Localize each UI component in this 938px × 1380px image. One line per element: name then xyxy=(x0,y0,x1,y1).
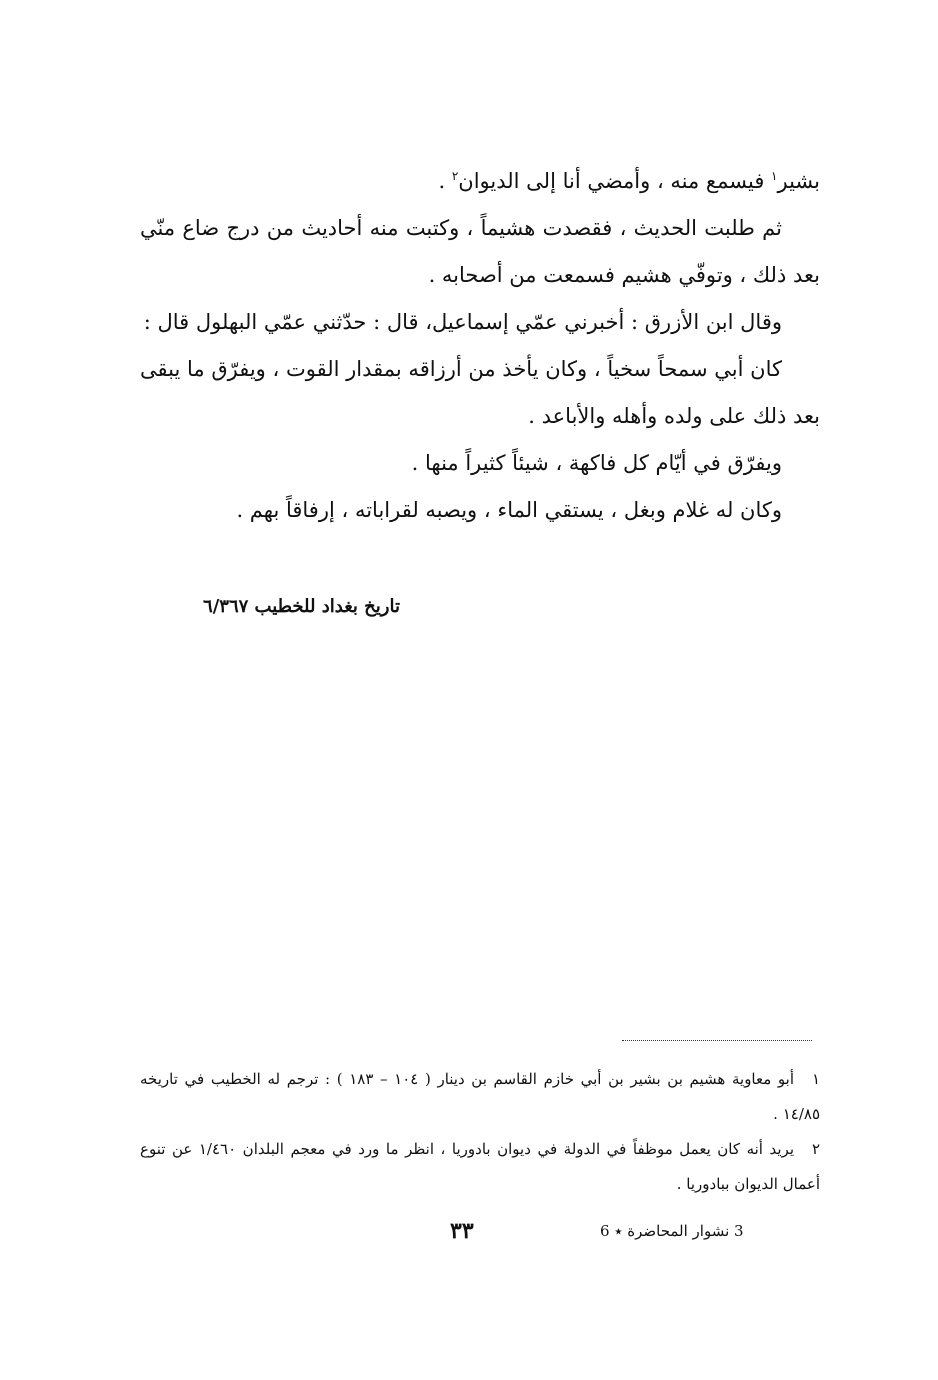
page-footer xyxy=(400,1218,800,1258)
footnote-number: ٢ xyxy=(811,1140,820,1158)
footnote-text: يريد أنه كان يعمل موظفاً في الدولة في ديوان بادوريا ، انظر ما ورد في معجم البلدان ١/٤٦٠ عن تنوع أعمال الديوان ببادوريا . xyxy=(140,1140,820,1193)
footnote-number: ١ xyxy=(811,1070,820,1088)
p1-end: . xyxy=(438,169,452,193)
footnote-2 xyxy=(140,1132,820,1202)
p1-start: بشير xyxy=(777,169,820,193)
footnote-separator xyxy=(622,1040,812,1041)
footnotes xyxy=(140,1062,820,1202)
source-citation: تاريخ بغداد للخطيب ٦/٣٦٧ xyxy=(203,596,400,617)
footnote-text: أبو معاوية هشيم بن بشير بن أبي خازم القاسم بن دينار ( ١٠٤ – ١٨٣ ) : ترجم له الخطيب في تاريخه ١٤/٨٥ . xyxy=(140,1070,820,1123)
paragraph-2: ثم طلبت الحديث ، فقصدت هشيماً ، وكتبت منه أحاديث من درج ضاع منّي بعد ذلك ، وتوفّي هشيم فسمعت من أصحابه . xyxy=(140,216,820,287)
footnote-ref-1: ١ xyxy=(771,169,778,183)
page-number: ٣٣ xyxy=(450,1218,474,1244)
p1-middle: فيسمع منه ، وأمضي أنا إلى الديوان xyxy=(458,169,772,193)
paragraph-4: كان أبي سمحاً سخياً ، وكان يأخذ من أرزاقه بمقدار القوت ، ويفرّق ما يبقى بعد ذلك على ولده وأهله والأباعد . xyxy=(140,357,820,428)
paragraph-1 xyxy=(140,158,820,205)
paragraph-5: ويفرّق في أيّام كل فاكهة ، شيئاً كثيراً منها . xyxy=(411,451,782,475)
footnote-ref-2: ٢ xyxy=(451,169,459,183)
main-text xyxy=(140,158,820,534)
signature-mark: 3 نشوار المحاضرة ٭ 6 xyxy=(600,1222,744,1240)
paragraph-3: وقال ابن الأزرق : أخبرني عمّي إسماعيل، قال : حدّثني عمّي البهلول قال : xyxy=(143,310,782,334)
paragraph-6: وكان له غلام وبغل ، يستقي الماء ، ويصبه لقراباته ، إرفاقاً بهم . xyxy=(236,498,782,522)
footnote-1 xyxy=(140,1062,820,1132)
